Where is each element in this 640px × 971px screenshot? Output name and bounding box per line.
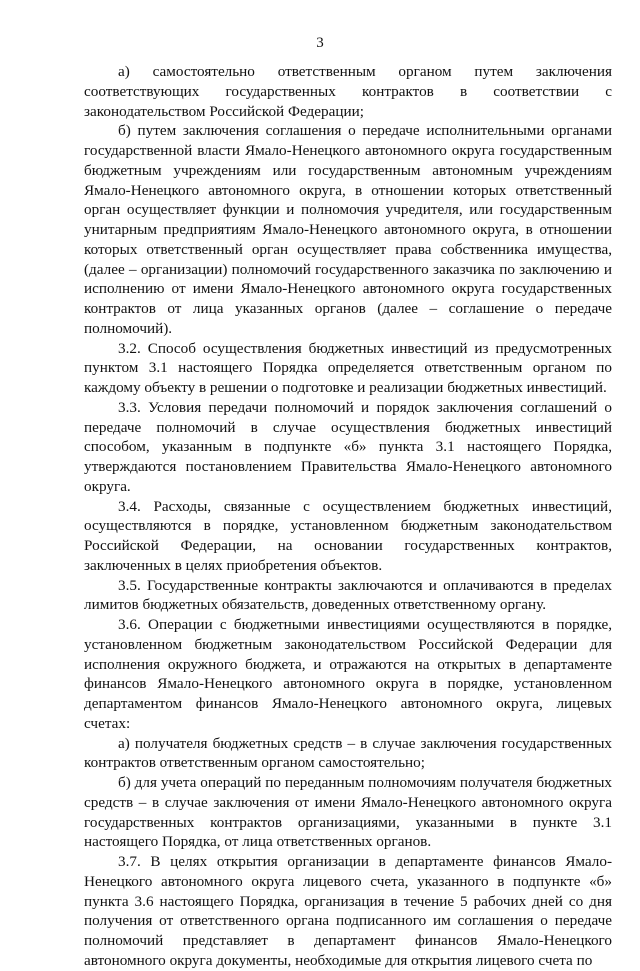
paragraph-3-1-a: а) самостоятельно ответственным органом путем заключения соответствующих государственных контрактов в соответствии с законодательством Российской Федерации; bbox=[84, 63, 612, 120]
paragraph-3-6: 3.6. Операции с бюджетными инвестициями осуществляются в порядке, установленном бюджетным законодательством Российской Федерации для исполнения окружного бюджета, и отражаются на открытых в департаменте финансов Ямало-Ненецкого автономного округа в порядке, установленном департаментом финансов Ямало-Ненецкого автономного округа, лицевых счетах: bbox=[84, 616, 612, 732]
paragraph-3-2: 3.2. Способ осуществления бюджетных инвестиций из предусмотренных пунктом 3.1 настоящего Порядка определяется ответственным органом по каждому объекту в решении о подготовке и реализации бюджетных инвестиций. bbox=[84, 339, 612, 396]
paragraph-3-7: 3.7. В целях открытия организации в департаменте финансов Ямало-Ненецкого автономного округа лицевого счета, указанного в подпункте «б» пункта 3.6 настоящего Порядка, организация в течение 5 рабочих дней со дня получения от ответственного органа подписанного им соглашения о передаче полномочий представляет в департамент финансов Ямало-Ненецкого автономного округа документы, необходимые для открытия лицевого счета по bbox=[84, 853, 612, 969]
paragraph-3-5: 3.5. Государственные контракты заключаются и оплачиваются в пределах лимитов бюджетных обязательств, доведенных ответственному органу. bbox=[84, 576, 612, 614]
document-body bbox=[84, 62, 612, 971]
paragraph-3-6-a: а) получателя бюджетных средств – в случае заключения государственных контрактов ответственным органом самостоятельно; bbox=[84, 734, 612, 772]
paragraph-3-6-b: б) для учета операций по переданным полномочиям получателя бюджетных средств – в случае заключения от имени Ямало-Ненецкого автономного округа государственных контрактов организациями, указанными в пункте 3.1 настоящего Порядка, от лица ответственных органов. bbox=[84, 774, 612, 851]
page-number: 3 bbox=[316, 35, 324, 51]
paragraph-3-1-b: б) путем заключения соглашения о передаче исполнительными органами государственной власти Ямало-Ненецкого автономного округа государственным бюджетным учреждениям или государственным автономным учреждениям Ямало-Ненецкого автономного округа, в отношении которых ответственный орган осуществляет функции и полномочия учредителя, или государственным унитарным предприятиям Ямало-Ненецкого автономного округа, в отношении которых ответственный орган осуществляет права собственника имущества, (далее – организации) полномочий государственного заказчика по заключению и исполнению от имени Ямало-Ненецкого автономного округа государственных контрактов от лица указанных органов (далее – соглашение о передаче полномочий). bbox=[84, 122, 612, 337]
paragraph-3-3: 3.3. Условия передачи полномочий и порядок заключения соглашений о передаче полномочий в случае осуществления бюджетных инвестиций способом, указанным в подпункте «б» пункта 3.1 настоящего Порядка, утверждаются постановлением Правительства Ямало-Ненецкого автономного округа. bbox=[84, 398, 612, 495]
paragraph-3-4: 3.4. Расходы, связанные с осуществлением бюджетных инвестиций, осуществляются в порядке, установленном бюджетным законодательством Российской Федерации, на основании государственных контрактов, заключенных в целях приобретения объектов. bbox=[84, 497, 612, 574]
